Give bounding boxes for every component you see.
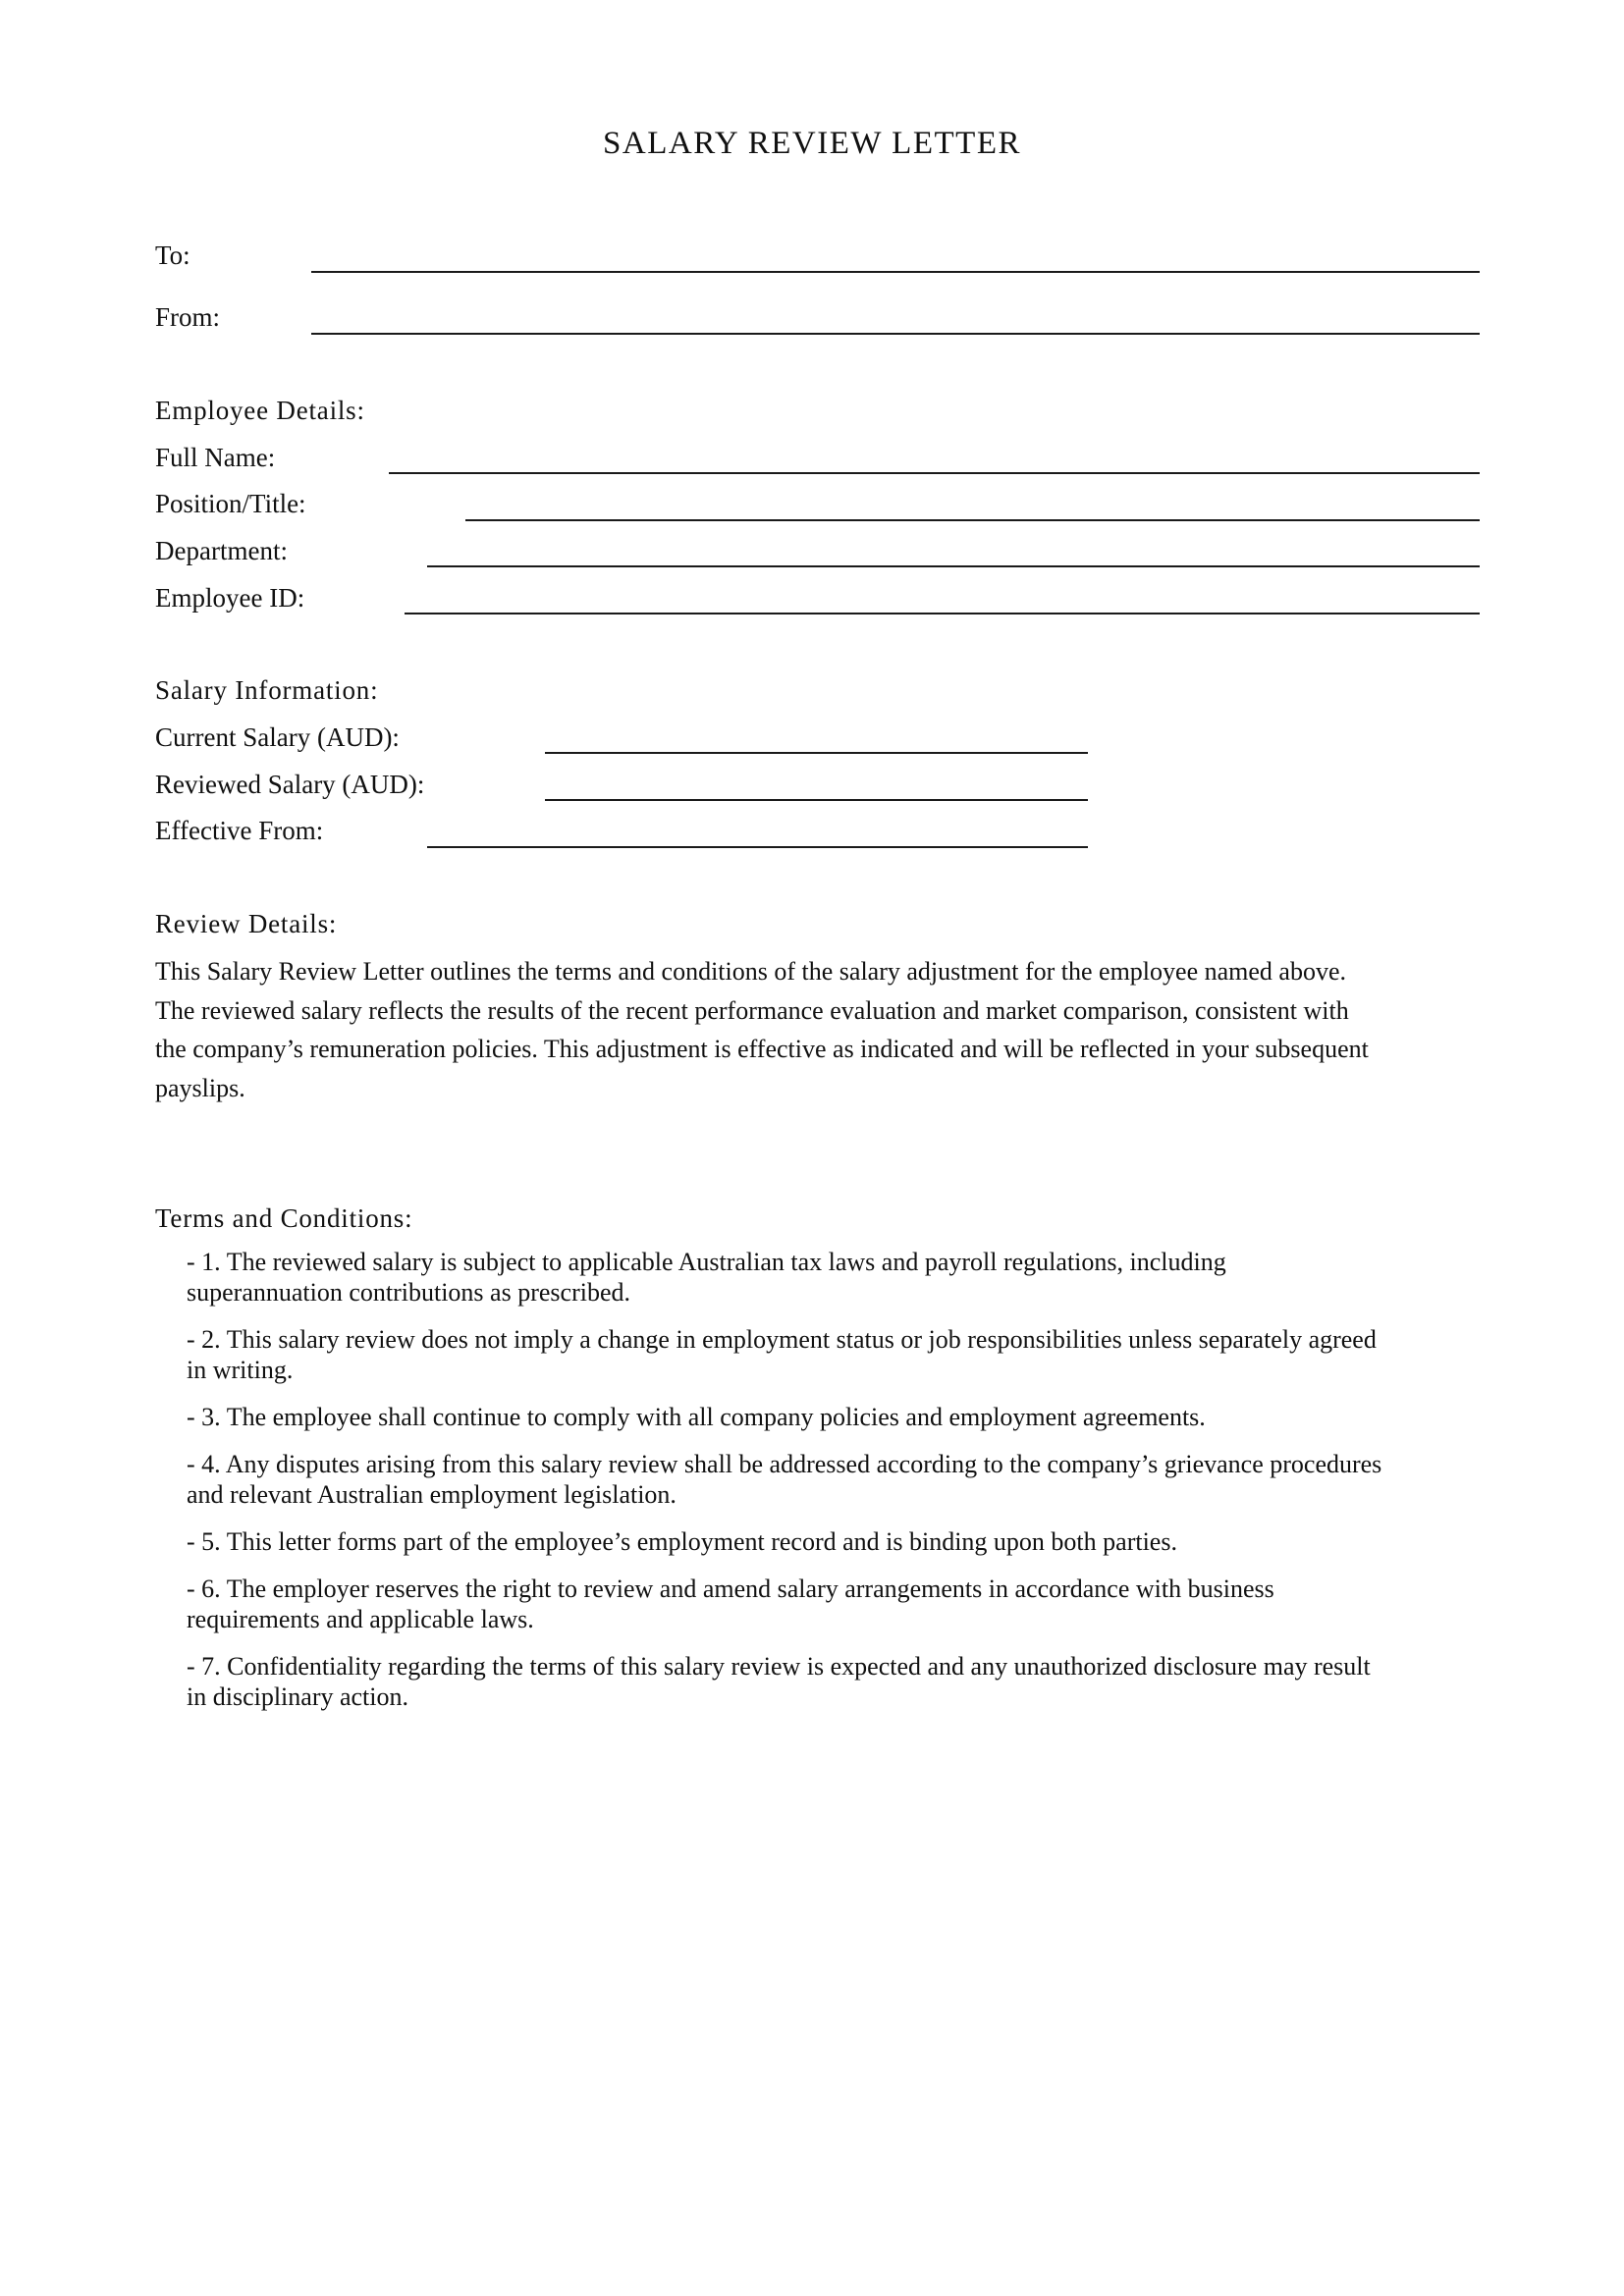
current-salary-field[interactable] [545,752,1088,754]
term-item [187,1247,1502,1308]
term-line: - 6. The employer reserves the right to review and amend salary arrangements in accordance with business [187,1575,1274,1603]
term-item [187,1651,1502,1712]
term-line: - 1. The reviewed salary is subject to applicable Australian tax laws and payroll regulations, including [187,1248,1226,1276]
term-line: in disciplinary action. [187,1682,409,1711]
term-line: requirements and applicable laws. [187,1605,534,1633]
term-line: and relevant Australian employment legislation. [187,1480,677,1509]
term-line: - 2. This salary review does not imply a change in employment status or job responsibilities unless separately agreed [187,1325,1377,1354]
term-line: in writing. [187,1356,294,1384]
salary-information-heading: Salary Information: [155,675,379,705]
page-title: SALARY REVIEW LETTER [603,126,1021,161]
from-field[interactable] [311,333,1480,335]
term-item [187,1526,1502,1557]
review-details-line: This Salary Review Letter outlines the terms and conditions of the salary adjustment for the employee named above. [155,957,1346,986]
department-field[interactable] [427,565,1480,567]
review-details-heading: Review Details: [155,909,338,938]
employee-id-field[interactable] [405,613,1480,614]
term-item [187,1449,1502,1510]
term-line: - 4. Any disputes arising from this salary review shall be addressed according to the company’s grievance procedures [187,1450,1382,1478]
term-line: - 7. Confidentiality regarding the terms of this salary review is expected and any unauthorized disclosure may result [187,1652,1371,1681]
position-label: Position/Title: [155,489,306,518]
term-item [187,1324,1502,1385]
employee-id-label: Employee ID: [155,583,305,613]
term-line: - 3. The employee shall continue to comply with all company policies and employment agreements. [187,1403,1206,1431]
effective-from-field[interactable] [427,846,1088,848]
term-item [187,1402,1502,1432]
terms-list [187,1247,1502,1729]
term-line: superannuation contributions as prescribed. [187,1278,630,1307]
reviewed-salary-field[interactable] [545,799,1088,801]
terms-heading: Terms and Conditions: [155,1203,413,1233]
review-details-paragraph [155,952,1490,1107]
from-label: From: [155,302,221,332]
position-field[interactable] [465,519,1480,521]
review-details-line: the company’s remuneration policies. This adjustment is effective as indicated and will be reflected in your subsequent [155,1035,1369,1063]
review-details-line: The reviewed salary reflects the results of the recent performance evaluation and market comparison, consistent with [155,995,1349,1025]
current-salary-label: Current Salary (AUD): [155,722,400,752]
effective-from-label: Effective From: [155,816,324,845]
employee-details-heading: Employee Details: [155,396,365,425]
term-item [187,1574,1502,1634]
full-name-field[interactable] [389,472,1480,474]
to-field[interactable] [311,271,1480,273]
full-name-label: Full Name: [155,443,276,472]
term-line: - 5. This letter forms part of the employee’s employment record and is binding upon both parties. [187,1527,1177,1556]
review-details-line: payslips. [155,1073,245,1102]
department-label: Department: [155,536,288,565]
reviewed-salary-label: Reviewed Salary (AUD): [155,770,425,799]
to-label: To: [155,240,190,270]
